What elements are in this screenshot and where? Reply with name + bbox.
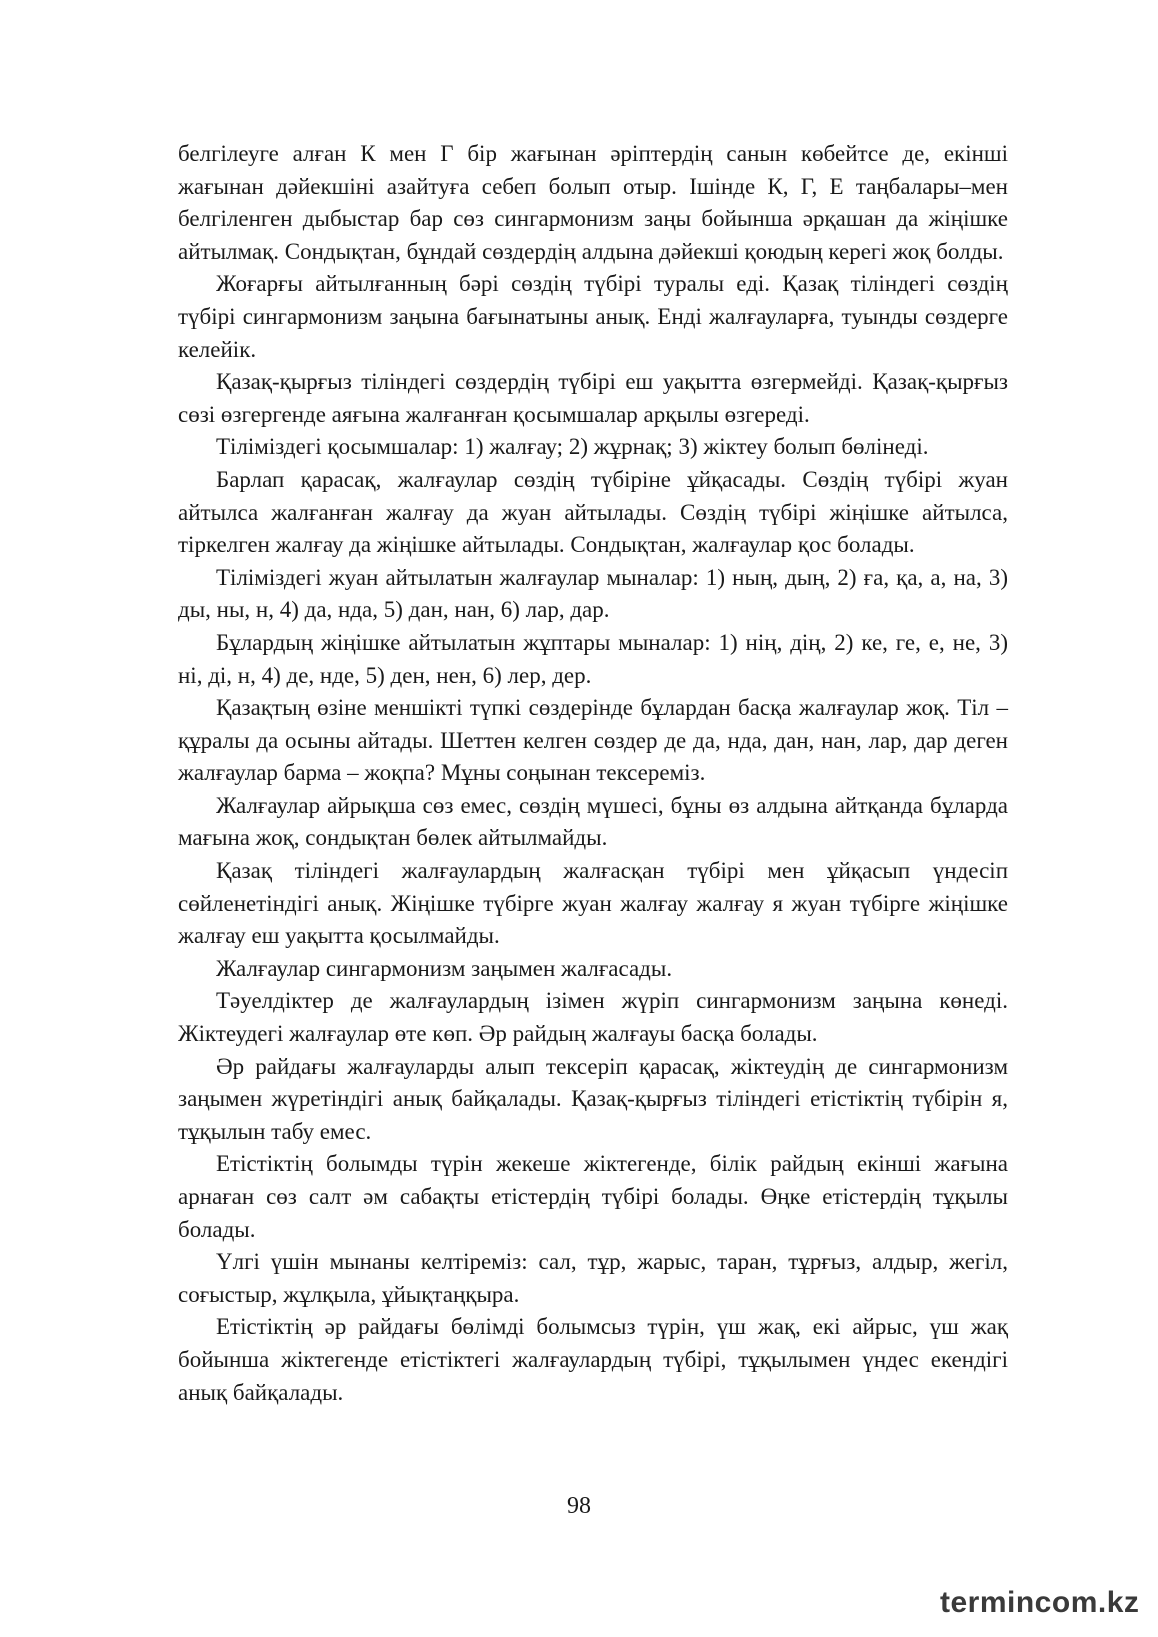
paragraph: Қазақ тіліндегі жалғаулардың жалғасқан түбірі мен ұйқасып үндесіп сөйленетіндігі анық. Жіңішке түбірге жуан жалғау жалғау я жуан түбірге жіңішке жалғау еш уақытта қосылмайды. (178, 858, 1008, 949)
watermark-logo: termincom.kz (940, 1586, 1140, 1619)
paragraph: Тіліміздегі қосымшалар: 1) жалғау; 2) жұрнақ; 3) жіктеу болып бөлінеді. (216, 434, 929, 460)
paragraph: Етістіктің болымды түрін жекеше жіктегенде, білік райдың екінші жағына арнаған сөз салт әм сабақты етістердің түбірі болады. Өңке етістердің тұқылы болады. (178, 1151, 1008, 1242)
paragraph: Әр райдағы жалғауларды алып тексеріп қарасақ, жіктеудің де сингармонизм заңымен жүретіндігі анық байқалады. Қазақ-қырғыз тіліндегі етістіктің түбірін я, тұқылын табу емес. (178, 1053, 1008, 1144)
paragraph: Тәуелдіктер де жалғаулардың ізімен жүріп сингармонизм заңына көнеді. Жіктеудегі жалғаулар өте көп. Әр райдың жалғауы басқа болады. (178, 988, 1008, 1047)
paragraph: Жалғаулар айрықша сөз емес, сөздің мүшесі, бұны өз алдына айтқанда бұларда мағына жоқ, сондықтан бөлек айтылмайды. (178, 792, 1008, 851)
page-body (178, 138, 1008, 1409)
paragraph: Үлгі үшін мынаны келтіреміз: сал, тұр, жарыс, таран, тұрғыз, алдыр, жегіл, соғыстыр, жұлқыла, ұйықтаңқыра. (178, 1249, 1008, 1307)
paragraph: Етістіктің әр райдағы бөлімді болымсыз түрін, үш жақ, екі айрыс, үш жақ бойынша жіктегенде етістіктегі жалғаулардың түбірі, тұқылымен үндес екендігі анық байқалады. (178, 1314, 1008, 1405)
paragraph: Қазақ-қырғыз тіліндегі сөздердің түбірі еш уақытта өзгермейді. Қазақ-қырғыз сөзі өзгергенде аяғына жалғанған қосымшалар арқылы өзгереді. (178, 369, 1008, 427)
paragraph: Жоғарғы айтылғанның бәрі сөздің түбірі туралы еді. Қазақ тіліндегі сөздің түбірі сингармонизм заңына бағынатыны анық. Енді жалғауларға, туынды сөздерге келейік. (178, 271, 1008, 362)
paragraph: Қазақтың өзіне меншікті түпкі сөздерінде бұлардан басқа жалғаулар жоқ. Тіл – құралы да осыны айтады. Шеттен келген сөздер де да, нда, дан, нан, лар, дар деген жалғаулар барма – жоқпа? Мұны соңынан тексереміз. (178, 695, 1008, 786)
page-number: 98 (567, 1493, 591, 1519)
paragraph: Бұлардың жіңішке айтылатын жұптары мыналар: 1) нің, дің, 2) ке, ге, е, не, 3) ні, ді, н, 4) де, нде, 5) ден, нен, 6) лер, дер. (178, 629, 1008, 688)
paragraph: Тіліміздегі жуан айтылатын жалғаулар мыналар: 1) ның, дың, 2) ға, қа, а, на, 3) ды, ны, н, 4) да, нда, 5) дан, нан, 6) лар, дар. (178, 564, 1008, 623)
paragraph: Жалғаулар сингармонизм заңымен жалғасады. (216, 955, 673, 981)
paragraph: белгілеуге алған К мен Г бір жағынан әріптердің санын көбейтсе де, екінші жағынан дәйекшіні азайтуға себеп болып отыр. Ішінде К, Г, Е таңбалары–мен белгіленген дыбыстар бар сөз сингармонизм заңы бойынша әрқашан да жіңішке айтылмақ. Сондықтан, бұндай сөздердің алдына дәйекші қоюдың керегі жоқ болды. (178, 141, 1008, 264)
paragraph: Барлап қарасақ, жалғаулар сөздің түбіріне ұйқасады. Сөздің түбірі жуан айтылса жалғанған жалғау да жуан айтылады. Сөздің түбірі жіңішке айтылса, тіркелген жалғау да жіңішке айтылады. Сондықтан, жалғаулар қос болады. (178, 466, 1008, 558)
